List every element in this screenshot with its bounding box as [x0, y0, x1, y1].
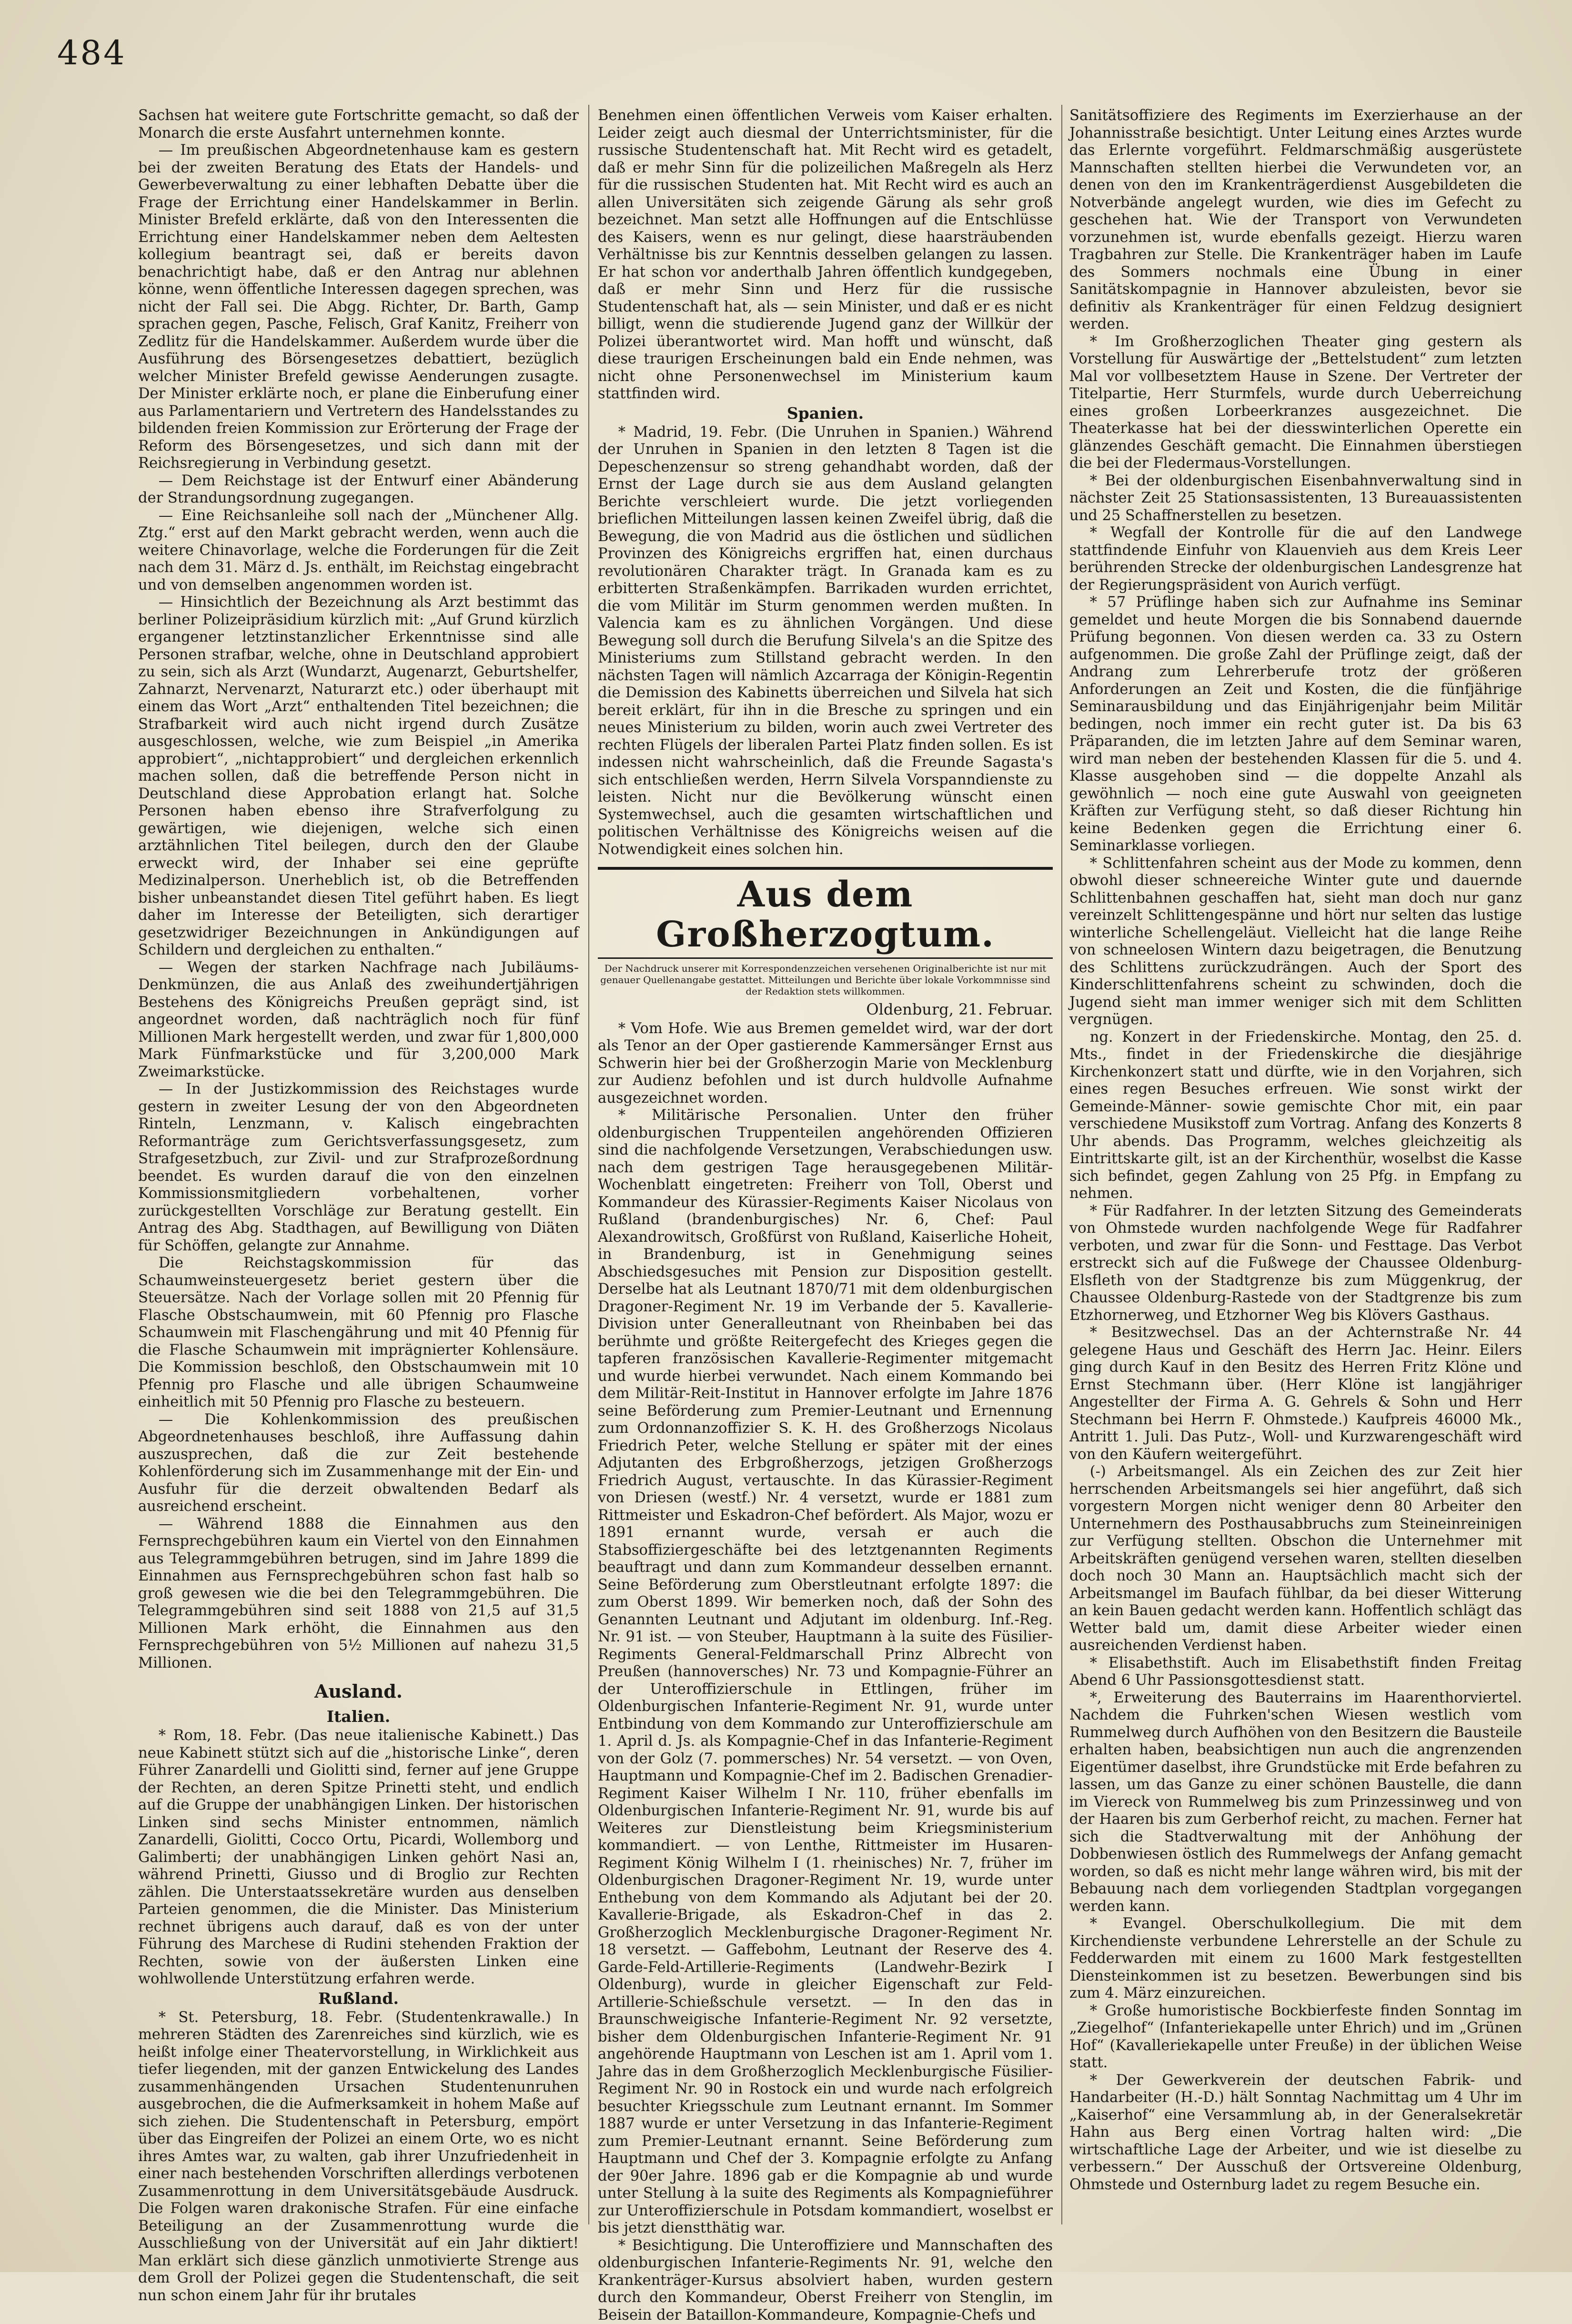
paragraph: * Besitzwechsel. Das an der Achternstraße Nr. 44 gelegene Haus und Geschäft des Herrn Jac. Heinr. Eilers ging durch Kauf in den Besitz des Herren Fritz Klöne und Ernst Stechmann über. (Herr Klöne ist langjähriger Angestellter der Firma A. G. Gehrels & Sohn und Herr Stechmann bei Herrn F. Ohmstede.) Kaufpreis 46000 Mk., Antritt 1. Juli. Das Putz-, Woll- und Kurzwarengeschäft wird von den Käufern weitergeführt. [1069, 1324, 1522, 1463]
paragraph: * Bei der oldenburgischen Eisenbahnverwaltung sind in nächster Zeit 25 Stationsassistenten, 13 Bureauassistenten und 25 Schaffnerstellen zu besetzen. [1069, 473, 1522, 525]
column-rule [588, 105, 589, 2224]
paragraph: — Dem Reichstage ist der Entwurf einer Abänderung der Strandungsordnung zugegangen. [138, 473, 579, 507]
paragraph: * Besichtigung. Die Unteroffiziere und Mannschaften des oldenburgischen Infanterie-Regiments Nr. 91, welche den Krankenträger-Kursus absolviert haben, wurden gestern durch den Kommandeur, Oberst Freiherr von Stenglin, im Beisein der Bataillon-Kommandeure, Kompagnie-Chefs und [598, 2237, 1053, 2324]
subheading-russland: Rußland. [138, 1988, 579, 2009]
paragraph: * Elisabethstift. Auch im Elisabethstift finden Freitag Abend 6 Uhr Passionsgottesdienst statt. [1069, 1655, 1522, 1690]
subheading-spanien: Spanien. [598, 403, 1053, 424]
paragraph: ng. Konzert in der Friedenskirche. Montag, den 25. d. Mts., findet in der Friedenskirche die diesjährige Kirchenkonzert statt und dürfte, wie in den Vorjahren, sich eines regen Besuches erfreuen. Wie sonst wirkt der Gemeinde-Männer- sowie gemischte Chor mit, ein paar verschiedene Musikstoff zum Vortrag. Anfang des Konzerts 8 Uhr abends. Das Programm, welches gleichzeitig als Eintrittskarte gilt, ist an der Kirchenthür, woselbst die Kasse sich befindet, gegen Zahlung von 25 Pfg. in Empfang zu nehmen. [1069, 1029, 1522, 1203]
paragraph: Benehmen einen öffentlichen Verweis vom Kaiser erhalten. Leider zeigt auch diesmal der Unterrichtsminister, für die russische Studentenschaft hat. Mit Recht wird es getadelt, daß er mehr Sinn für die polizeilichen Maßregeln als Herz für die russischen Studenten hat. Mit Recht wird es auch an allen Universitäten sich zeigende Gärung als sehr groß bezeichnet. Man setzt alle Hoffnungen auf die Entschlüsse des Kaisers, wenn es nur gelingt, diese haarsträubenden Verhältnisse bis zur Kenntnis desselben gelangen zu lassen. Er hat schon vor anderthalb Jahren öffentlich kundgegeben, daß er mehr Sinn und Herz für die russische Studentenschaft hat, als — sein Minister, und daß er es nicht billigt, wenn die studierende Jugend ganz der Willkür der Polizei überantwortet wird. Man hofft und wünscht, daß diese traurigen Erscheinungen bald ein Ende nehmen, was nicht ohne Personenwechsel im Ministerium kaum stattfinden wird. [598, 107, 1053, 403]
paragraph: * Im Großherzoglichen Theater ging gestern als Vorstellung für Auswärtige der „Bettelstudent“ zum letzten Mal vor vollbesetztem Hause in Szene. Der Vertreter der Titelpartie, Herr Sturmfels, wurde durch Ueberreichung eines großen Lorbeerkranzes ausgezeichnet. Die Theaterkasse hat bei der diesswinterlichen Operette ein glänzendes Geschäft gemacht. Die Einnahmen überstiegen die bei der Fledermaus-Vorstellungen. [1069, 333, 1522, 473]
paragraph: * 57 Prüflinge haben sich zur Aufnahme ins Seminar gemeldet und heute Morgen die bis Sonnabend dauernde Prüfung begonnen. Von diesen werden ca. 33 zu Ostern aufgenommen. Die große Zahl der Prüflinge zeigt, daß der Andrang zum Lehrerberufe trotz der größeren Anforderungen an Zeit und Kosten, die die fünfjährige Seminarausbildung und das Einjährigenjahr beim Militär bedingen, noch immer ein recht guter ist. Da bis 63 Präparanden, die im letzten Jahre auf dem Seminar waren, wird man neben der bestehenden Klassen für die 5. und 4. Klasse ausgehoben sind — die doppelte Anzahl als gewöhnlich — noch eine gute Auswahl von geeigneten Kräften zur Verfügung steht, so daß dieser Richtung hin keine Bedenken gegen die Errichtung einer 6. Seminarklasse vorliegen. [1069, 594, 1522, 855]
paragraph: Die Reichstagskommission für das Schaumweinsteuergesetz beriet gestern über die Steuersätze. Nach der Vorlage sollen mit 20 Pfennig für Flasche Obstschaumwein, mit 60 Pfennig pro Flasche Schaumwein mit Flaschengährung und mit 40 Pfennig für die Flasche Schaumwein mit imprägnierter Kohlensäure. Die Kommission beschloß, den Obstschaumwein mit 10 Pfennig pro Flasche und alle übrigen Schaumweine einheitlich mit 50 Pfennig pro Flasche zu besteuern. [138, 1255, 579, 1411]
paragraph: — Wegen der starken Nachfrage nach Jubiläums-Denkmünzen, die aus Anlaß des zweihundertjährigen Bestehens des Königreichs Preußen geprägt sind, ist angeordnet worden, daß nachträglich noch für fünf Millionen Mark hergestellt werden, und zwar für 1,800,000 Mark Fünfmarkstücke und für 3,200,000 Mark Zweimarkstücke. [138, 959, 579, 1081]
paragraph: * Große humoristische Bockbierfeste finden Sonntag im „Ziegelhof“ (Infanteriekapelle unter Ehrich) und im „Grünen Hof“ (Kavalleriekapelle unter Freuße) in der üblichen Weise statt. [1069, 2002, 1522, 2072]
column-rule [1061, 105, 1062, 2224]
paragraph: Sanitätsoffiziere des Regiments im Exerzierhause an der Johannisstraße besichtigt. Unter Leitung eines Arztes wurde das Erlernte vorgeführt. Feldmarschmäßig ausgerüstete Mannschaften stellten hierbei die Verwundeten vor, an denen von den im Krankenträgerdienst Ausgebildeten die Notverbände angelegt wurden, wie dies im Gefecht zu geschehen hat. Wie der Transport von Verwundeten vorzunehmen ist, wurde ebenfalls gezeigt. Hierzu waren Tragbahren zur Stelle. Die Krankenträger haben im Laufe des Sommers nochmals eine Übung in einer Sanitätskompagnie in Hannover abzuleisten, bevor sie definitiv als Krankenträger für einen Feldzug designiert werden. [1069, 107, 1522, 333]
paragraph: *, Erweiterung des Bauterrains im Haarenthorviertel. Nachdem die Fuhrken'schen Wiesen westlich vom Rummelweg durch Aufhöhen von den Besitzern die Bausteile erhalten haben, beabsichtigen nun auch die angrenzenden Eigentümer daselbst, ihre Grundstücke mit Erde befahren zu lassen, um das Ganze zu einer schönen Baustelle, die dann im Viereck von Rummelweg bis zum Prinzessinweg und von der Haaren bis zum Gerberhof reicht, zu machen. Ferner hat sich die Stadtverwaltung mit der Anhöhung der Dobbenwiesen östlich des Rummelwegs der Anfang gemacht worden, so daß es nicht mehr lange währen wird, bis mit der Bebauung nach dem vorliegenden Stadtplan vorgegangen werden kann. [1069, 1690, 1522, 1916]
column-1 [138, 107, 579, 2229]
dateline: Oldenburg, 21. Februar. [598, 1001, 1053, 1018]
column-3 [1069, 107, 1522, 2229]
paragraph: * St. Petersburg, 18. Febr. (Studentenkrawalle.) In mehreren Städten des Zarenreiches sind kürzlich, wie es heißt infolge einer Theatervorstellung, in Wirklichkeit aus tiefer liegenden, mit der ganzen Entwickelung des Landes zusammenhängenden Ursachen Studentenunruhen ausgebrochen, die die Aufmerksamkeit in hohem Maße auf sich ziehen. Die Studentenschaft in Petersburg, empört über das Eingreifen der Polizei an einem Orte, wo es nicht ihres Amtes war, zu walten, gab ihrer Unzufriedenheit in einer nach bestehenden Vorschriften allerdings verbotenen Zusammenrottung in dem Universitätsgebäude Ausdruck. Die Folgen waren drakonische Strafen. Für eine einfache Beteiligung an der Zusammenrottung wurde die Ausschließung von der Universität auf ein Jahr diktiert! Man erklärt sich diese gänzlich unmotivierte Strenge aus dem Groll der Polizei gegen die Studentenschaft, die seit nun schon einem Jahr für ihr brutales [138, 2009, 579, 2305]
reprint-note: Der Nachdruck unserer mit Korrespondenzzeichen versehenen Originalberichte ist nur mit genauer Quellenangabe gestattet. Mitteilungen und Berichte über lokale Vorkommnisse sind der Redaktion stets willkommen. [598, 963, 1053, 997]
paragraph: * Evangel. Oberschulkollegium. Die mit dem Kirchendienste verbundene Lehrerstelle an der Schule zu Fedderwarden mit einem zu 1600 Mark festgestellten Diensteinkommen ist zu besetzen. Bewerbungen sind bis zum 4. März einzureichen. [1069, 1915, 1522, 2002]
section-banner [598, 867, 1053, 959]
section-heading-ausland: Ausland. [138, 1679, 579, 1704]
paragraph: * Wegfall der Kontrolle für die auf den Landwege stattfindende Einfuhr von Klauenvieh aus dem Kreis Leer berührenden Strecke der oldenburgischen Landesgrenze hat der Regierungspräsident von Aurich verfügt. [1069, 524, 1522, 594]
paragraph: — Während 1888 die Einnahmen aus den Fernsprechgebühren kaum ein Viertel von den Einnahmen aus Telegrammgebühren betrugen, sind im Jahre 1899 die Einnahmen aus Fernsprechgebühren schon fast halb so groß gewesen wie die bei den Telegrammgebühren. Die Telegrammgebühren sind seit 1888 von 21,5 auf 31,5 Millionen Mark erhöht, die Einnahmen aus den Fernsprechgebühren von 5½ Millionen auf nahezu 31,5 Millionen. [138, 1516, 579, 1672]
paragraph: * Rom, 18. Febr. (Das neue italienische Kabinett.) Das neue Kabinett stützt sich auf die „historische Linke“, deren Führer Zanardelli und Giolitti sind, ferner auf jene Gruppe der Rechten, an deren Spitze Prinetti steht, und endlich auf die Gruppe der unabhängigen Linken. Der historischen Linken sind sechs Minister entnommen, nämlich Zanardelli, Giolitti, Cocco Ortu, Picardi, Wollemborg und Galimberti; der unabhängigen Linken gehört Nasi an, während Prinetti, Giusso und di Broglio zur Rechten zählen. Die Unterstaatssekretäre wurden aus denselben Parteien genommen, die die Minister. Das Ministerium rechnet übrigens auch darauf, daß es von der unter Führung des Marchese di Rudini stehenden Fraktion der Rechten, sowie von der äußersten Linken eine wohlwollende Unterstützung erfahren werde. [138, 1727, 579, 1988]
page-number: 484 [57, 33, 127, 72]
paragraph: — In der Justizkommission des Reichstages wurde gestern in zweiter Lesung der von den Abgeordneten Rinteln, Lenzmann, v. Kalisch eingebrachten Reformanträge zum Gerichtsverfassungsgesetz, zum Strafgesetzbuch, zur Zivil- und zur Strafprozeßordnung beendet. Es wurden darauf die von den einzelnen Kommissionsmitgliedern vorbehaltenen, vorher zurückgestellten Vorschläge zur Beratung gestellt. Ein Antrag des Abg. Stadthagen, auf Bewilligung von Diäten für Schöffen, gelangte zur Annahme. [138, 1081, 579, 1255]
paragraph: * Militärische Personalien. Unter den früher oldenburgischen Truppenteilen angehörenden Offizieren sind die nachfolgende Versetzungen, Verabschiedungen usw. nach dem gestrigen Tage herausgegebenen Militär-Wochenblatt eingetreten: Freiherr von Toll, Oberst und Kommandeur des Kürassier-Regiments Kaiser Nicolaus von Rußland (brandenburgisches) Nr. 6, Chef: Paul Alexandrowitsch, Großfürst von Rußland, Kaiserliche Hoheit, in Brandenburg, ist in Genehmigung seines Abschiedsgesuches mit Pension zur Disposition gestellt. Derselbe hat als Leutnant 1870/71 mit dem oldenburgischen Dragoner-Regiment Nr. 19 im Verbande der 5. Kavallerie-Division unter Generalleutnant von Rheinbaben bei das berühmte und größte Reitergefecht des Krieges gegen die tapferen französischen Kavallerie-Regimenter mitgemacht und wurde hierbei verwundet. Nach einem Kommando bei dem Militär-Reit-Institut in Hannover erfolgte im Jahre 1876 seine Beförderung zum Premier-Leutnant und Ernennung zum Ordonnanzoffizier S. K. H. des Großherzogs Nicolaus Friedrich Peter, welche Stellung er später mit der eines Adjutanten des Erbgroßherzogs, jetzigen Großherzogs Friedrich August, vertauschte. In das Kürassier-Regiment von Driesen (westf.) Nr. 4 versetzt, wurde er 1881 zum Rittmeister und Eskadron-Chef befördert. Als Major, wozu er 1891 ernannt wurde, versah er auch die Stabsoffiziergeschäfte bei des letztgenannten Regiments beauftragt und dann zum Kommandeur desselben ernannt. Seine Beförderung zum Oberstleutnant erfolgte 1897: die zum Oberst 1899. Wir bemerken noch, daß der Sohn des Genannten Leutnant und Adjutant im oldenburg. Inf.-Reg. Nr. 91 ist. — von Steuber, Hauptmann à la suite des Füsilier-Regiments General-Feldmarschall Prinz Albrecht von Preußen (hannoversches) Nr. 73 und Kompagnie-Führer an der Unteroffizierschule in Ettlingen, früher im Oldenburgischen Infanterie-Regiment Nr. 91, wurde unter Entbindung von dem Kommando zur Unteroffizierschule am 1. April d. Js. als Kompagnie-Chef in das Infanterie-Regiment von der Golz (7. pommersches) Nr. 54 versetzt. — von Oven, Hauptmann und Kompagnie-Chef im 2. Badischen Grenadier-Regiment Kaiser Wilhelm I Nr. 110, früher ebenfalls im Oldenburgischen Infanterie-Regiment Nr. 91, wurde bis auf Weiteres zur Dienstleistung beim Kriegsministerium kommandiert. — von Lenthe, Rittmeister im Husaren-Regiment König Wilhelm I (1. rheinisches) Nr. 7, früher im Oldenburgischen Dragoner-Regiment Nr. 19, wurde unter Enthebung von dem Kommando als Adjutant bei der 20. Kavallerie-Brigade, als Eskadron-Chef in das 2. Großherzoglich Mecklenburgische Dragoner-Regiment Nr. 18 versetzt. — Gaffebohm, Leutnant der Reserve des 4. Garde-Feld-Artillerie-Regiments (Landwehr-Bezirk I Oldenburg), wurde in gleicher Eigenschaft zur Feld-Artillerie-Schießschule versetzt. — In den das in Braunschweigische Infanterie-Regiment Nr. 92 versetzte, bisher dem Oldenburgischen Infanterie-Regiment Nr. 91 angehörende Hauptmann von Leschen ist am 1. April vom 1. Jahre das in dem Großherzoglich Mecklenburgische Füsilier-Regiment Nr. 90 in Rostock ein und wurde nach erfolgreich besuchter Kriegsschule zum Leutnant ernannt. Im Sommer 1887 wurde er unter Versetzung in das Infanterie-Regiment zum Premier-Leutnant ernannt. Seine Beförderung zum Hauptmann und Chef der 3. Kompagnie erfolgte zu Anfang der 90er Jahre. 1896 gab er die Kompagnie ab und wurde unter Stellung à la suite des Regiments als Kompagnieführer zur Unteroffizierschule in Potsdam kommandiert, woselbst er bis jetzt dienstthätig war. [598, 1107, 1053, 2237]
paragraph: Sachsen hat weitere gute Fortschritte gemacht, so daß der Monarch die erste Ausfahrt unternehmen konnte. [138, 107, 579, 142]
paragraph: * Der Gewerkverein der deutschen Fabrik- und Handarbeiter (H.-D.) hält Sonntag Nachmittag um 4 Uhr im „Kaiserhof“ eine Versammlung ab, in der Generalsekretär Hahn aus Berg einen Vortrag halten wird: „Die wirtschaftliche Lage der Arbeiter, und wie ist dieselbe zu verbessern.“ Der Ausschuß der Ortsvereine Oldenburg, Ohmstede und Osternburg ladet zu regem Besuche ein. [1069, 2072, 1522, 2194]
subheading-italien: Italien. [138, 1706, 579, 1727]
paragraph: (-) Arbeitsmangel. Als ein Zeichen des zur Zeit hier herrschenden Arbeitsmangels sei hier angeführt, daß sich vorgestern Morgen nicht weniger denn 80 Arbeiter den Unternehmern des Posthausabbruchs zum Steineinreinigen zur Verfügung stellten. Obschon die Unternehmer mit Arbeitskräften genügend versehen waren, stellten dieselben doch noch 30 Mann an. Hauptsächlich macht sich der Arbeitsmangel im Baufach fühlbar, da bei dieser Witterung an kein Bauen gedacht werden kann. Hoffentlich schlägt das Wetter bald um, damit diese Arbeiter wieder einen ausreichenden Verdienst haben. [1069, 1463, 1522, 1655]
paragraph: — Im preußischen Abgeordnetenhause kam es gestern bei der zweiten Beratung des Etats der Handels- und Gewerbeverwaltung zu einer lebhaften Debatte über die Frage der Errichtung einer Handelskammer in Berlin. Minister Brefeld erklärte, daß von den Interessenten die Errichtung einer Handelskammer neben dem Aeltesten kollegium beantragt sei, daß er bereits davon benachrichtigt habe, daß er den Antrag nur ablehnen könne, wenn öffentliche Interessen dagegen sprechen, was nicht der Fall sei. Die Abgg. Richter, Dr. Barth, Gamp sprachen gegen, Pasche, Felisch, Graf Kanitz, Freiherr von Zedlitz für die Handelskammer. Außerdem wurde über die Ausführung des Börsengesetzes debattiert, bezüglich welcher Minister Brefeld gewisse Aenderungen zusagte. Der Minister erklärte noch, er plane die Einberufung einer aus Parlamentariern und Vertretern des Handelsstandes zu bildenden freien Kommission zur Erörterung der Frage der Reform des Börsengesetzes, und sich dann mit der Reichsregierung in Verbindung gesetzt. [138, 142, 579, 473]
paragraph: — Hinsichtlich der Bezeichnung als Arzt bestimmt das berliner Polizeipräsidium kürzlich mit: „Auf Grund kürzlich ergangener letztinstanzlicher Erkenntnisse sind alle Personen strafbar, welche, ohne in Deutschland approbiert zu sein, sich als Arzt (Wundarzt, Augenarzt, Geburtshelfer, Zahnarzt, Nervenarzt, Naturarzt etc.) oder überhaupt mit einem das Wort „Arzt“ enthaltenden Titel bezeichnen; die Strafbarkeit wird auch nicht irgend durch Zusätze ausgeschlossen, welche, wie zum Beispiel „in Amerika approbiert“, „nichtapprobiert“ und dergleichen erkennlich machen sollen, daß die betreffende Person nicht in Deutschland diese Approbation erlangt hat. Solche Personen haben ebenso ihre Strafverfolgung zu gewärtigen, wie diejenigen, welche sich einen arztähnlichen Titel beilegen, durch den der Glaube erweckt wird, der Inhaber sei eine geprüfte Medizinalperson. Unerheblich ist, ob die Betreffenden bisher unbeanstandet diesen Titel geführt haben. Es liegt daher im Interesse der Beteiligten, sich derartiger gesetzwidriger Bezeichnungen in Ankündigungen auf Schildern und dergleichen zu enthalten.“ [138, 594, 579, 959]
paragraph: — Die Kohlenkommission des preußischen Abgeordnetenhauses beschloß, ihre Auffassung dahin auszusprechen, daß die zur Zeit bestehende Kohlenförderung sich im Zusammenhange mit der Ein- und Ausfuhr für die derzeit obwaltenden Bedarf als ausreichend erscheint. [138, 1411, 579, 1516]
paragraph: * Vom Hofe. Wie aus Bremen gemeldet wird, war der dort als Tenor an der Oper gastierende Kammersänger Ernst aus Schwerin hier bei der Großherzogin Marie von Mecklenburg zur Audienz befohlen und ist durch huldvolle Aufnahme ausgezeichnet worden. [598, 1020, 1053, 1107]
column-2 [598, 107, 1053, 2229]
paragraph: — Eine Reichsanleihe soll nach der „Münchener Allg. Ztg.“ erst auf den Markt gebracht werden, wenn auch die weitere Chinavorlage, welche die Forderungen für die Zeit nach dem 31. März d. Js. enthält, im Reichstag eingebracht und von demselben angenommen worden ist. [138, 507, 579, 594]
paragraph: * Madrid, 19. Febr. (Die Unruhen in Spanien.) Während der Unruhen in Spanien in den letzten 8 Tagen ist die Depeschenzensur so streng gehandhabt worden, daß der Ernst der Lage durch sie aus dem Ausland gelangten Berichte verschleiert wurde. Die jetzt vorliegenden brieflichen Mitteilungen lassen keinen Zweifel übrig, daß die Bewegung, die von Madrid aus die östlichen und südlichen Provinzen des Königreichs ergriffen hat, einen durchaus revolutionären Charakter trägt. In Granada kam es zu erbitterten Straßenkämpfen. Barrikaden wurden errichtet, die vom Militär im Sturm genommen werden mußten. In Valencia kam es zu ähnlichen Vorgängen. Und diese Bewegung soll durch die Berufung Silvela's an die Spitze des Ministeriums zum Stillstand gebracht werden. In den nächsten Tagen will nämlich Azcarraga der Königin-Regentin die Demission des Kabinetts überreichen und Silvela hat sich bereit erklärt, für ihn in die Bresche zu springen und ein neues Ministerium zu bilden, worin auch zwei Vertreter des rechten Flügels der liberalen Partei Platz finden sollen. Es ist indessen nicht wahrscheinlich, daß die Freunde Sagasta's sich entschließen werden, Herrn Silvela Vorspanndienste zu leisten. Nicht nur die Bevölkerung wünscht einen Systemwechsel, auch die gesamten wirtschaftlichen und politischen Verhältnisse des Königreichs weisen auf die Notwendigkeit eines solchen hin. [598, 424, 1053, 859]
paragraph: * Schlittenfahren scheint aus der Mode zu kommen, denn obwohl dieser schneereiche Winter gute und dauernde Schlittenbahnen geschaffen hat, sieht man doch nur ganz vereinzelt Schlittengespänne und hört nur selten das lustige winterliche Schellengeläut. Vielleicht hat die lange Reihe von schneelosen Wintern dazu beigetragen, die Benutzung des Schlittens zurückzudrängen. Auch der Sport des Kinderschlittenfahrens scheint zu schwinden, doch die Jugend sieht man immer weniger sich mit dem Schlitten vergnügen. [1069, 855, 1522, 1029]
paragraph: * Für Radfahrer. In der letzten Sitzung des Gemeinderats von Ohmstede wurden nachfolgende Wege für Radfahrer verboten, und zwar für die Sonn- und Festtage. Das Verbot erstreckt sich auf die Fußwege der Chaussee Oldenburg-Elsfleth von der Stadtgrenze bis zum Müggenkrug, der Chaussee Oldenburg-Rastede von der Stadtgrenze bis zum Etzhornerweg, und Etzhorner Weg bis Klövers Gasthaus. [1069, 1203, 1522, 1325]
section-heading-grossherzogtum: Aus dem Großherzogtum. [598, 875, 1053, 955]
